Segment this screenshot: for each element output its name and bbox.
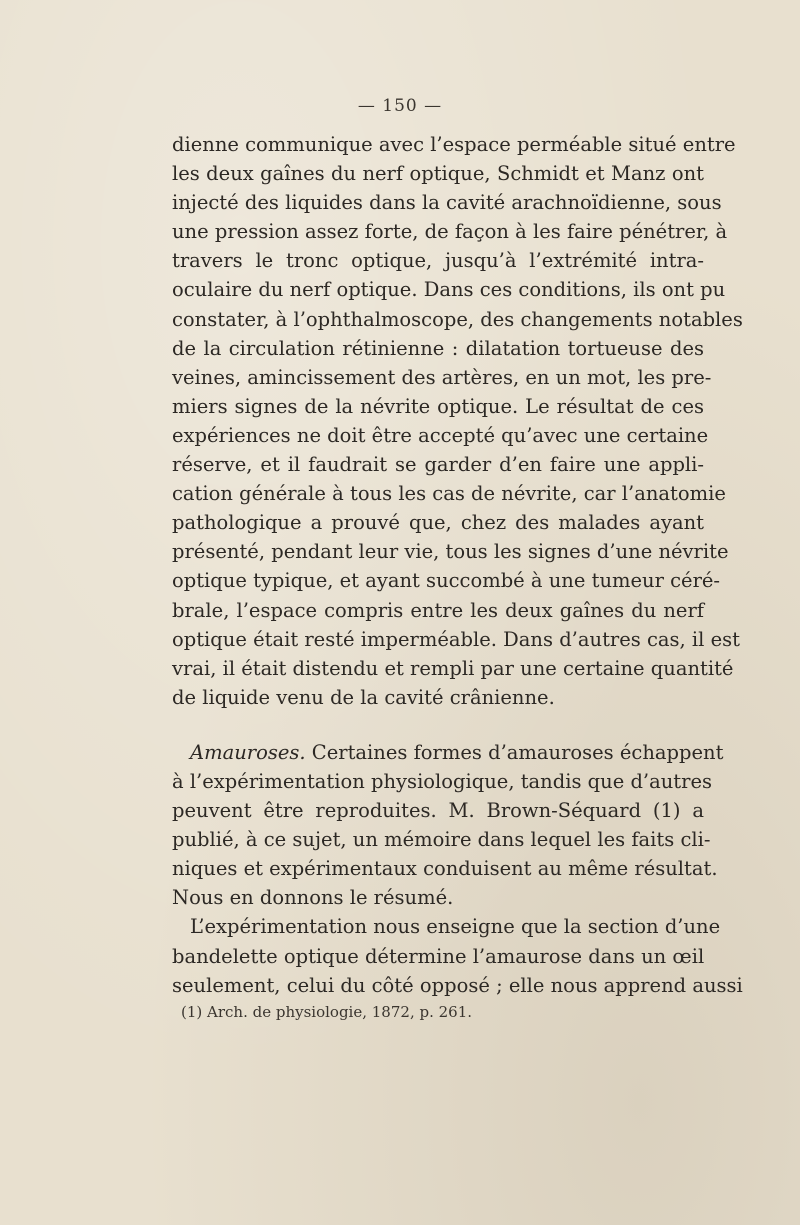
text-line: injecté des liquides dans la cavité arachnoïdienne, sous: [172, 191, 722, 215]
text-line: vrai, il était distendu et rempli par une certaine quantité: [172, 656, 734, 680]
text-line: pathologique a prouvé que, chez des malades ayant: [172, 511, 704, 535]
text-line: optique était resté imperméable. Dans d’autres cas, il est: [172, 627, 740, 651]
text-line: constater, à l’ophthalmoscope, des changements notables: [172, 307, 743, 331]
body-text: [172, 130, 743, 1000]
text-line: travers le tronc optique, jusqu’à l’extrémité intra-: [172, 249, 704, 273]
text-line-rest: Certaines formes d’amauroses échappent: [311, 740, 724, 764]
paragraph-experimentation: [172, 912, 743, 999]
paragraph-optic-neuritis: [172, 130, 743, 712]
text-line: seulement, celui du côté opposé ; elle nous apprend aussi: [172, 973, 743, 997]
text-line: peuvent être reproduites. M. Brown-Séquard (1) a: [172, 799, 704, 823]
text-line: brale, l’espace compris entre les deux gaînes du nerf: [172, 598, 704, 622]
footnote: (1) Arch. de physiologie, 1872, p. 261.: [181, 1003, 473, 1021]
text-line: de la circulation rétinienne : dilatation tortueuse des: [172, 336, 704, 360]
text-line: une pression assez forte, de façon à les faire pénétrer, à: [172, 220, 728, 244]
text-line: oculaire du nerf optique. Dans ces conditions, ils ont pu: [172, 278, 726, 302]
text-line: à l’expérimentation physiologique, tandis que d’autres: [172, 769, 713, 793]
text-line: optique typique, et ayant succombé à une tumeur céré-: [172, 569, 721, 593]
text-line: L’expérimentation nous enseigne que la section d’une: [190, 915, 721, 939]
text-line: de liquide venu de la cavité crânienne.: [172, 685, 555, 709]
text-line: [172, 738, 724, 767]
text-line: les deux gaînes du nerf optique, Schmidt et Manz ont: [172, 162, 704, 186]
text-line: expériences ne doit être accepté qu’avec une certaine: [172, 423, 709, 447]
text-line: publié, à ce sujet, un mémoire dans lequel les faits cli-: [172, 828, 711, 852]
text-line: cation générale à tous les cas de névrite, car l’anatomie: [172, 482, 726, 506]
text-line: présenté, pendant leur vie, tous les signes d’une névrite: [172, 540, 729, 564]
paragraph-amauroses: [172, 738, 724, 913]
text-line: dienne communique avec l’espace perméable situé entre: [172, 133, 736, 156]
text-line: bandelette optique détermine l’amaurose dans un œil: [172, 944, 705, 968]
paragraph-gap: [172, 712, 704, 738]
text-line: niques et expérimentaux conduisent au même résultat.: [172, 857, 718, 881]
page-number: — 150 —: [357, 96, 443, 116]
text-line: Nous en donnons le résumé.: [172, 886, 454, 910]
text-line: réserve, et il faudrait se garder d’en faire une appli-: [172, 453, 704, 477]
paragraph-lines: [172, 767, 718, 912]
text-line: veines, amincissement des artères, en un mot, les pre-: [172, 365, 712, 389]
section-heading: Amauroses.: [190, 740, 306, 764]
text-line: miers signes de la névrite optique. Le résultat de ces: [172, 394, 704, 418]
